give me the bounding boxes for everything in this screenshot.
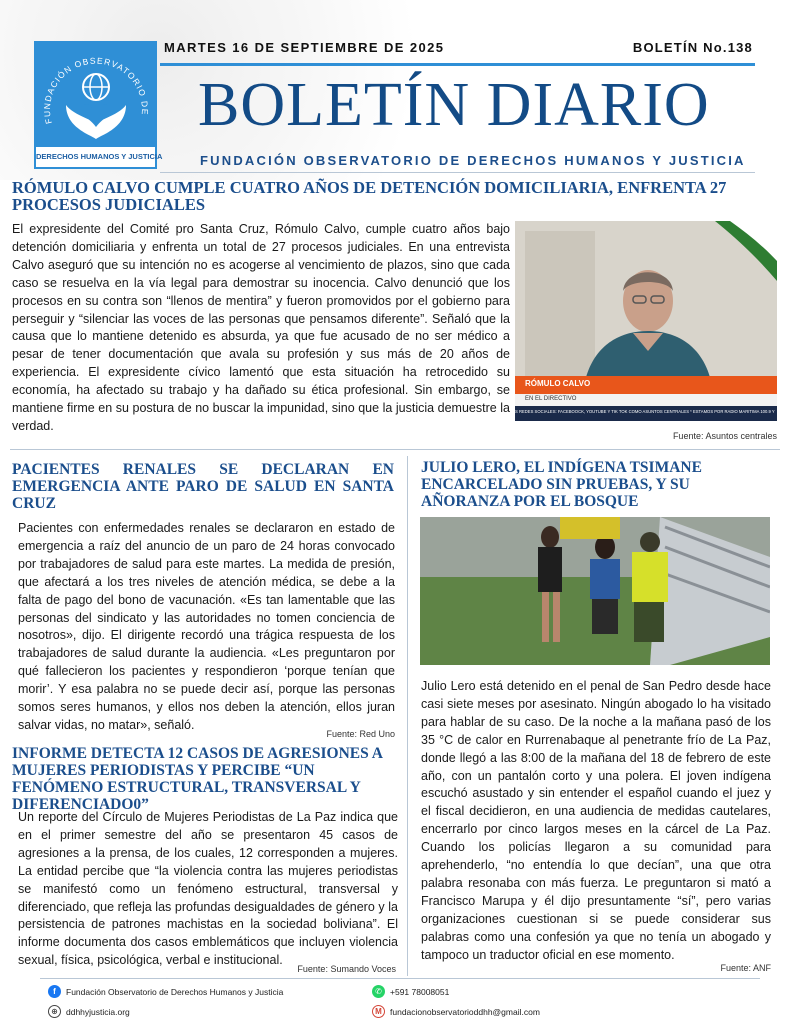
interview-still-icon: [515, 221, 777, 421]
facebook-icon: f: [48, 985, 61, 998]
footer-divider: [40, 978, 760, 979]
article-title: PACIENTES RENALES SE DECLARAN EN EMERGENCIA ANTE PARO DE SALUD EN SANTA CRUZ: [12, 461, 394, 512]
article-source: Fuente: Red Uno: [326, 729, 395, 739]
arrest-scene-icon: [420, 517, 770, 665]
article-source: Fuente: Asuntos centrales: [672, 431, 777, 441]
column-divider: [407, 456, 408, 976]
article-source: Fuente: Sumando Voces: [297, 964, 396, 974]
header-rule: [160, 63, 755, 66]
footer-email[interactable]: [372, 1005, 540, 1018]
issue-date: MARTES 16 DE SEPTIEMBRE DE 2025: [164, 40, 445, 55]
masthead-divider: [160, 172, 755, 173]
logo-arc-text: FUNDACIÓN OBSERVATORIO DE: [41, 55, 151, 125]
photo-caption-sub: EN EL DIRECTIVO: [525, 396, 577, 402]
globe-icon: ⊕: [48, 1005, 61, 1018]
website-label: ddhhyjusticia.org: [66, 1006, 130, 1017]
section-divider: [10, 449, 780, 450]
footer-website[interactable]: [48, 1005, 130, 1018]
article-title: INFORME DETECTA 12 CASOS DE AGRESIONES A MUJERES PERIODISTAS Y PERCIBE “UN FENÓMENO ESTRUCTURAL, TRANSVERSAL Y DIFERENCIADO0”: [12, 745, 383, 813]
logo-org-name: DERECHOS HUMANOS Y JUSTICIA: [36, 147, 155, 167]
whatsapp-icon: ✆: [372, 985, 385, 998]
footer-whatsapp[interactable]: [372, 985, 449, 998]
footer-facebook[interactable]: [48, 985, 283, 998]
article-body: Un reporte del Círculo de Mujeres Periodistas de La Paz indica que en el primer semestre del año se presentaron 45 casos de agresiones a la prensa, de los cuales, 12 corresponden a mujeres. La entidad percibe que “la violencia contra las mujeres periodistas se manifestó como un fenómeno estructural, transversal y diferenciado, que refleja las profundas desigualdades de género y la persistencia de patrones machistas en la sociedad boliviana”. El informe documenta dos casos emblemáticos que incluyen violencia sexual, física, psicológica, verbal e institucional.: [18, 810, 398, 968]
masthead-title: BOLETÍN DIARIO: [198, 71, 710, 139]
article-photo: [515, 221, 777, 421]
facebook-label: Fundación Observatorio de Derechos Humanos y Justicia: [66, 986, 284, 997]
photo-ticker: S REDES SOCIALES: FACEBOOCK, YOUTUBE Y TIK TOK COMO ASUNTOS CENTRALES * ESTAMOS POR RADIO MARITIMA 100.9 Y: [515, 409, 775, 414]
article-body: Julio Lero está detenido en el penal de San Pedro desde hace casi siete meses por asesinato. Ningún abogado lo ha visitado para hablar de su caso. De la noche a la mañana pasó de los 35 °C de calor en Rurrenabaque al penetrante frío de La Paz, donde llegó a las 8:00 de la mañana del 18 de febrero de este año, con un pantalón corto y una polera. El joven indígena escuchó asustado y sin entender el español cuando el juez y el fiscal decidieron, en una audiencia de medidas cautelares, encerrarlo por cinco largos meses en la cárcel de La Paz. Cuando los policías llegaron a su comunidad para aprehenderlo, “no entendía lo que decían”, una que otra palabra resonaba con más fuerza. Le preguntaron si mató a Francisco Marupa y él dijo presuntamente “sí”, pero varias organizaciones cuestionan si se puede considerar sus palabras como una confesión ya que no tenía un abogado y tampoco un traductor oficial en ese momento.: [421, 679, 771, 962]
foundation-logo: [34, 41, 163, 169]
article-source: Fuente: ANF: [720, 963, 771, 973]
bulletin-number: BOLETÍN No.138: [632, 40, 753, 55]
gmail-icon: M: [372, 1005, 385, 1018]
article-body: Pacientes con enfermedades renales se declararon en estado de emergencia a raíz del anuncio de un paro de 24 horas convocado por trabajadores de salud para este martes. La medida de presión, que afectará a los tres niveles de atención médica, se debe a la falta de pago del bono de vacunación. «Es tan lamentable que las personas del sindicato y las autoridades no tomen conciencia de nosotros», dijo. El dirigente recordó una trágica respuesta de los trabajadores de salud durante la audiencia. «Les preguntaron por qué fallecieron los pacientes y respondieron ‘porque tenían que morir’. Y esa palabra no se puede decir así, porque las personas somos seres humanos, y ellos nos deben la atención, ellos juran salvar vidas, no matar», señaló.: [18, 521, 395, 732]
whatsapp-label: +591 78008051: [390, 986, 450, 997]
article-body: El expresidente del Comité pro Santa Cruz, Rómulo Calvo, cumple cuatro años bajo detención domiciliaria y enfrenta un total de 27 procesos judiciales. En una entrevista Calvo aseguró que su intención no es acogerse al vencimiento de plazos, sino que cada caso se resuelva en la vía legal para demostrar su inocencia. Calvo denunció que los procesos en su contra son “llenos de mentira” y fueron promovidos por el gobierno para perseguir y “silenciar las voces de las personas que pensamos diferente”. Señaló que la causa que lo mantiene detenido es absurda, ya que fue acusado de no ser médico a pesar de tener documentación que avala su profesión y sus más de 20 años de experiencia. El expresidente cívico lamentó que esta situación ha retrocedido su economía, ha afectado su trabajo y ha dañado su ética profesional. Sin embargo, se mantiene firme en su postura de no buscar la impunidad, sino que la justicia demuestre la verdad.: [12, 222, 510, 433]
photo-caption-name: RÓMULO CALVO: [525, 379, 591, 388]
article-photo: [420, 517, 770, 665]
article-title: JULIO LERO, EL INDÍGENA TSIMANE ENCARCELADO SIN PRUEBAS, Y SU AÑORANZA POR EL BOSQUE: [421, 459, 702, 510]
masthead-subtitle: FUNDACIÓN OBSERVATORIO DE DERECHOS HUMANOS Y JUSTICIA: [200, 153, 746, 168]
hands-heart-icon: [36, 43, 155, 149]
article-title: RÓMULO CALVO CUMPLE CUATRO AÑOS DE DETENCIÓN DOMICILIARIA, ENFRENTA 27 PROCESOS JUDICIALES: [12, 178, 727, 214]
email-label: fundacionobservatorioddhh@gmail.com: [390, 1006, 540, 1017]
